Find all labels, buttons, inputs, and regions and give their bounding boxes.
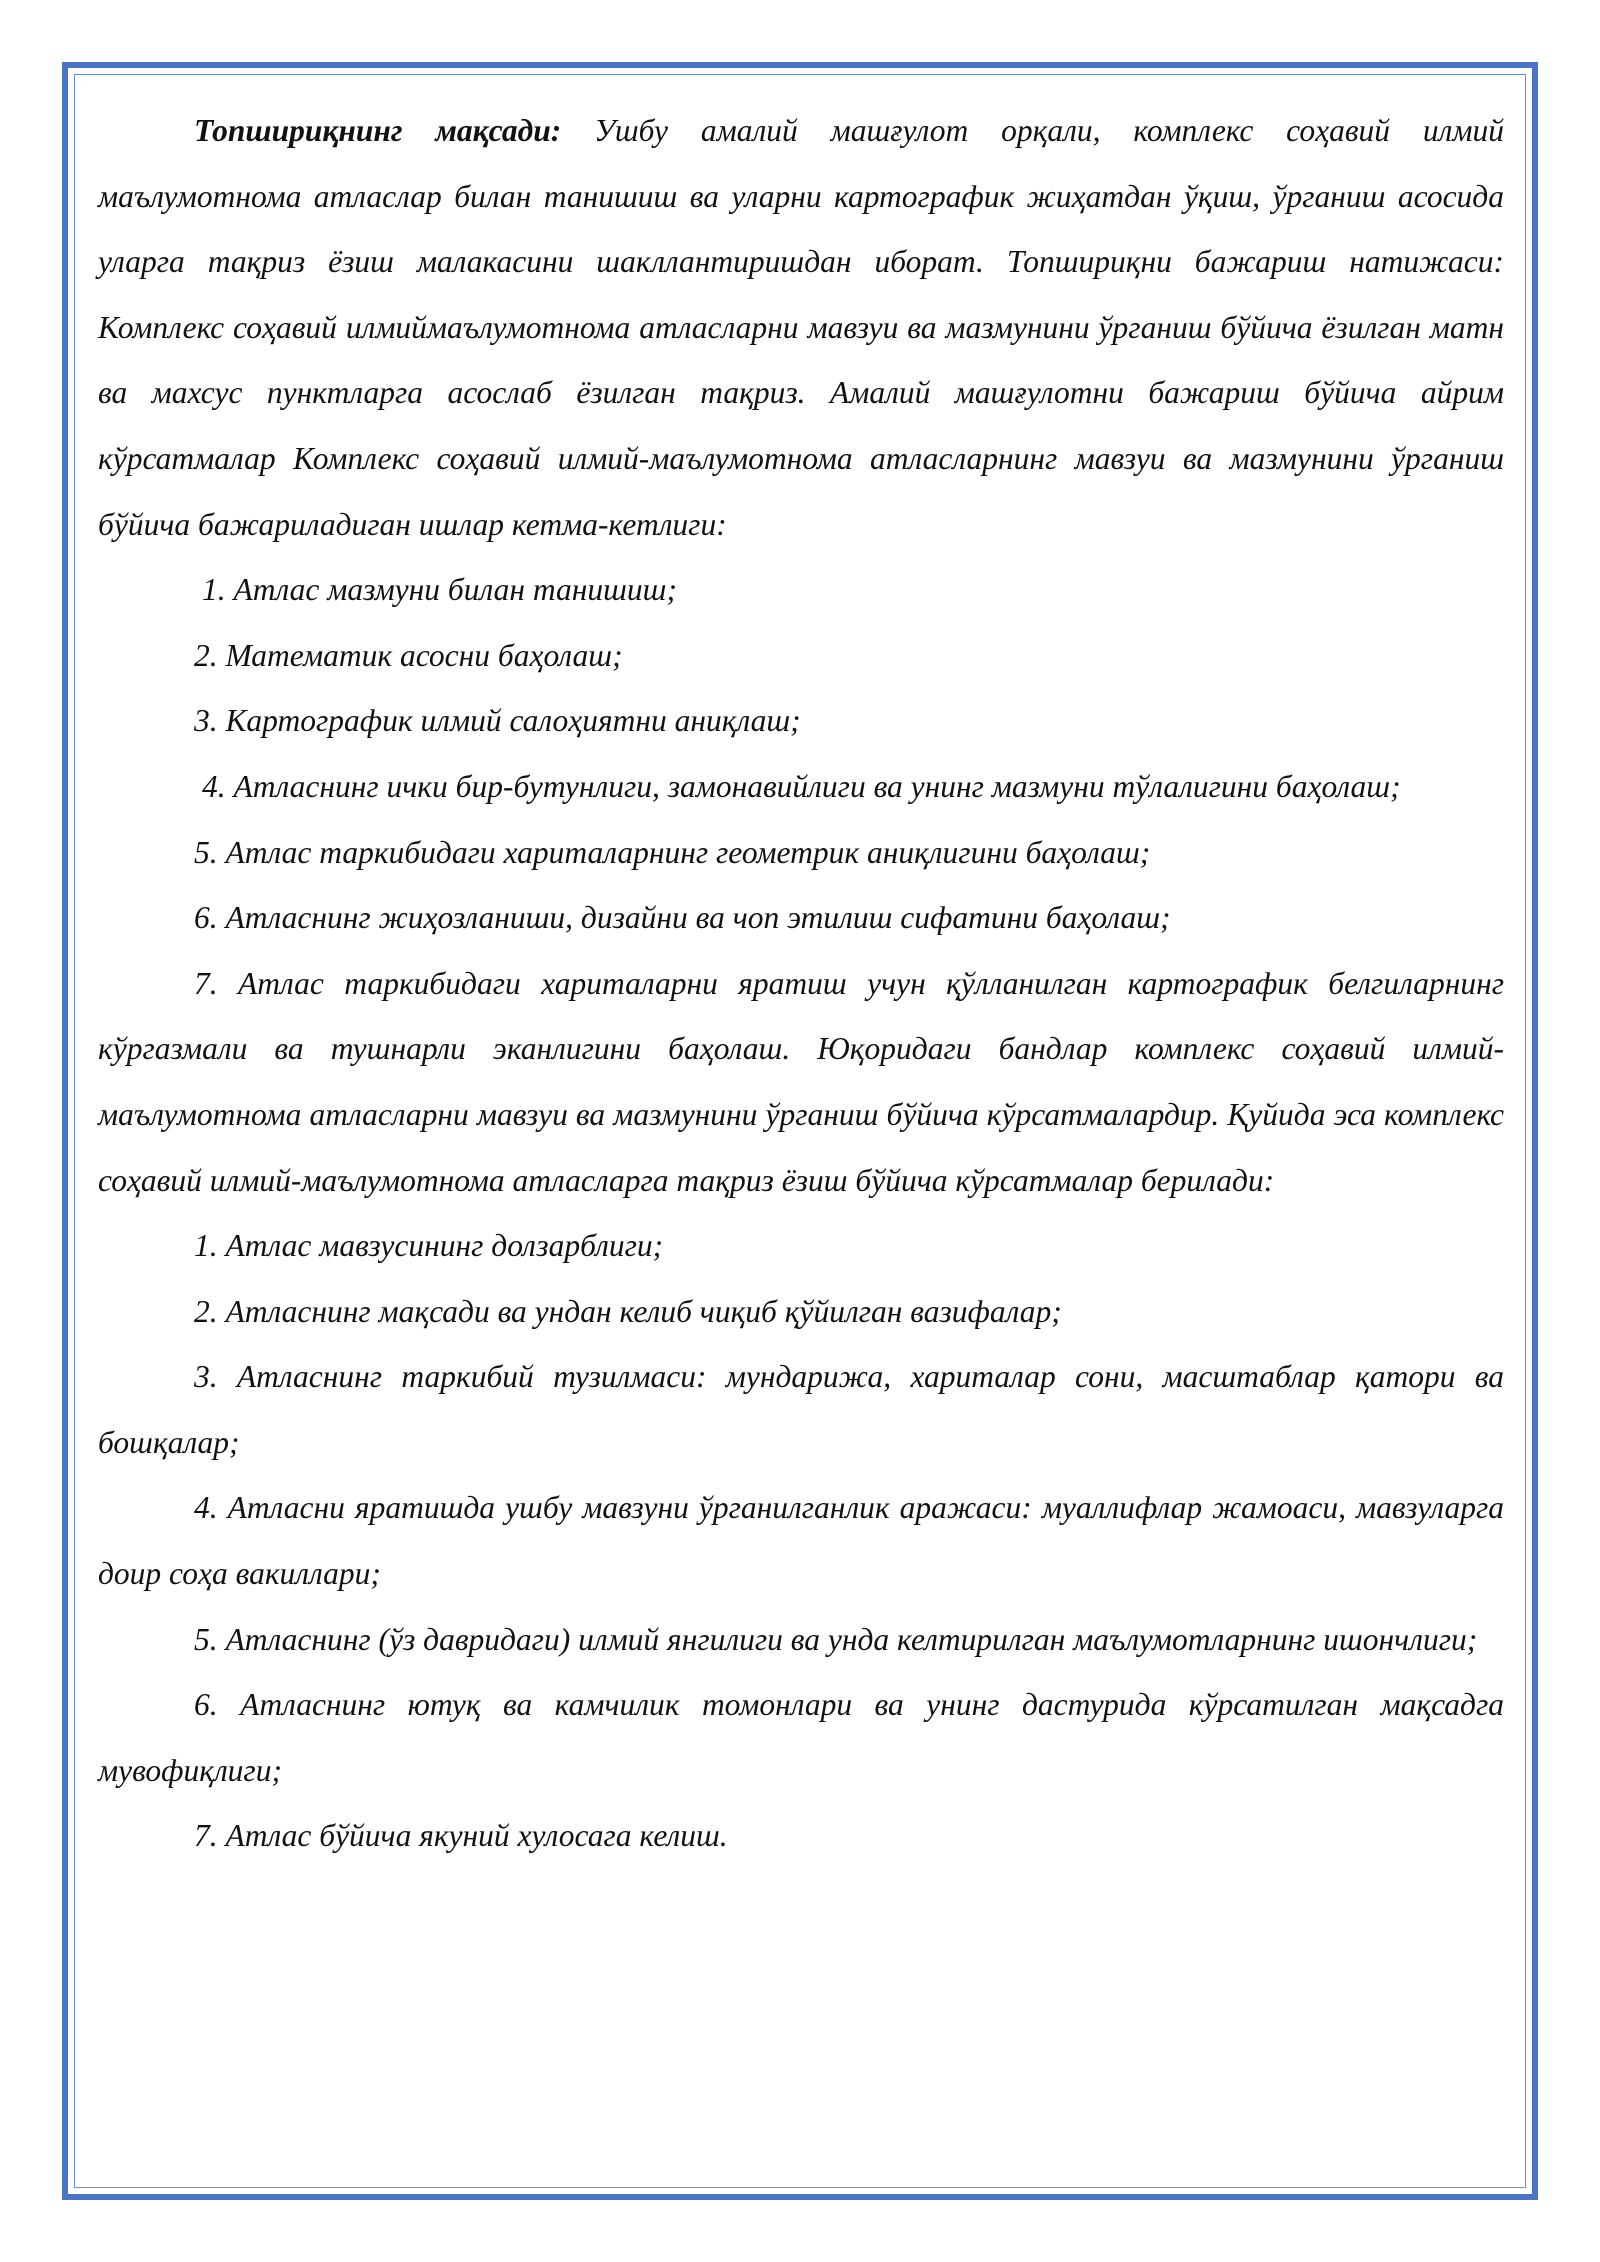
list-one-item-7: 7. Атлас таркибидаги хариталарни яратиш учун қўлланилган картографик белгиларнинг кўргазмали ва тушнарли эканлигини баҳолаш. Юқоридаги бандлар комплекс соҳавий илмий-маълумотнома атласларни мавзуи ва мазмунини ўрганиш бўйича кўрсатмалардир. Қуйида эса комплекс соҳавий илмий-маълумотнома атласларга тақриз ёзиш бўйича кўрсатмалар берилади: xyxy=(98,965,1504,1198)
list-two-item-6: 6. Атласнинг ютуқ ва камчилик томонлари ва унинг дастурида кўрсатилган мақсадга мувофиқлиги; xyxy=(98,1687,1504,1788)
document-body xyxy=(98,98,1504,1869)
list-two-item-5: 5. Атласнинг (ўз давридаги) илмий янгилиги ва унда келтирилган маълумотларнинг ишончлиги; xyxy=(194,1621,1478,1657)
list-two-item-2: 2. Атласнинг мақсади ва ундан келиб чиқиб қўйилган вазифалар; xyxy=(194,1293,1062,1329)
list-two-item-3: 3. Атласнинг таркибий тузилмаси: мундарижа, хариталар сони, масштаблар қатори ва бошқалар; xyxy=(98,1359,1504,1460)
list-two-item-1: 1. Атлас мавзусининг долзарблиги; xyxy=(194,1228,664,1264)
intro-lead: Топшириқнинг мақсади: xyxy=(194,113,562,148)
list-one-item-1: 1. Атлас мазмуни билан танишиш; xyxy=(202,572,677,608)
list-one-item-3: 3. Картографик илмий салоҳиятни аниқлаш; xyxy=(194,703,801,739)
intro-paragraph xyxy=(98,98,1504,557)
list-one-item-5: 5. Атлас таркибидаги хариталарнинг геометрик аниқлигини баҳолаш; xyxy=(194,834,1151,870)
list-two-item-4: 4. Атласни яратишда ушбу мавзуни ўрганилганлик аражаси: муаллифлар жамоаси, мавзуларга доир соҳа вакиллари; xyxy=(98,1490,1504,1592)
intro-text: Ушбу амалий машғулот орқали, комплекс соҳавий илмий маълумотнома атласлар билан танишиш ва уларни картографик жиҳатдан ўқиш, ўрганиш асосида уларга тақриз ёзиш малакасини шакллантиришдан иборат. Топшириқни бажариш натижаси: Комплекс соҳавий илмиймаълумотнома атласларни мавзуи ва мазмунини ўрганиш бўйича ёзилган матн ва махсус пунктларга асослаб ёзилган тақриз. Амалий машғулотни бажариш бўйича айрим кўрсатмалар Комплекс соҳавий илмий-маълумотнома атласларнинг мавзуи ва мазмунини ўрганиш бўйича бажариладиган ишлар кетма-кетлиги: xyxy=(98,113,1504,542)
list-one-item-2: 2. Математик асосни баҳолаш; xyxy=(194,637,623,673)
list-two-item-7: 7. Атлас бўйича якуний хулосага келиш. xyxy=(194,1818,728,1854)
list-one-item-4: 4. Атласнинг ички бир-бутунлиги, замонавийлиги ва унинг мазмуни тўлалигини баҳолаш; xyxy=(202,768,1401,804)
list-one-item-6: 6. Атласнинг жиҳозланиши, дизайни ва чоп этилиш сифатини баҳолаш; xyxy=(194,900,1171,936)
